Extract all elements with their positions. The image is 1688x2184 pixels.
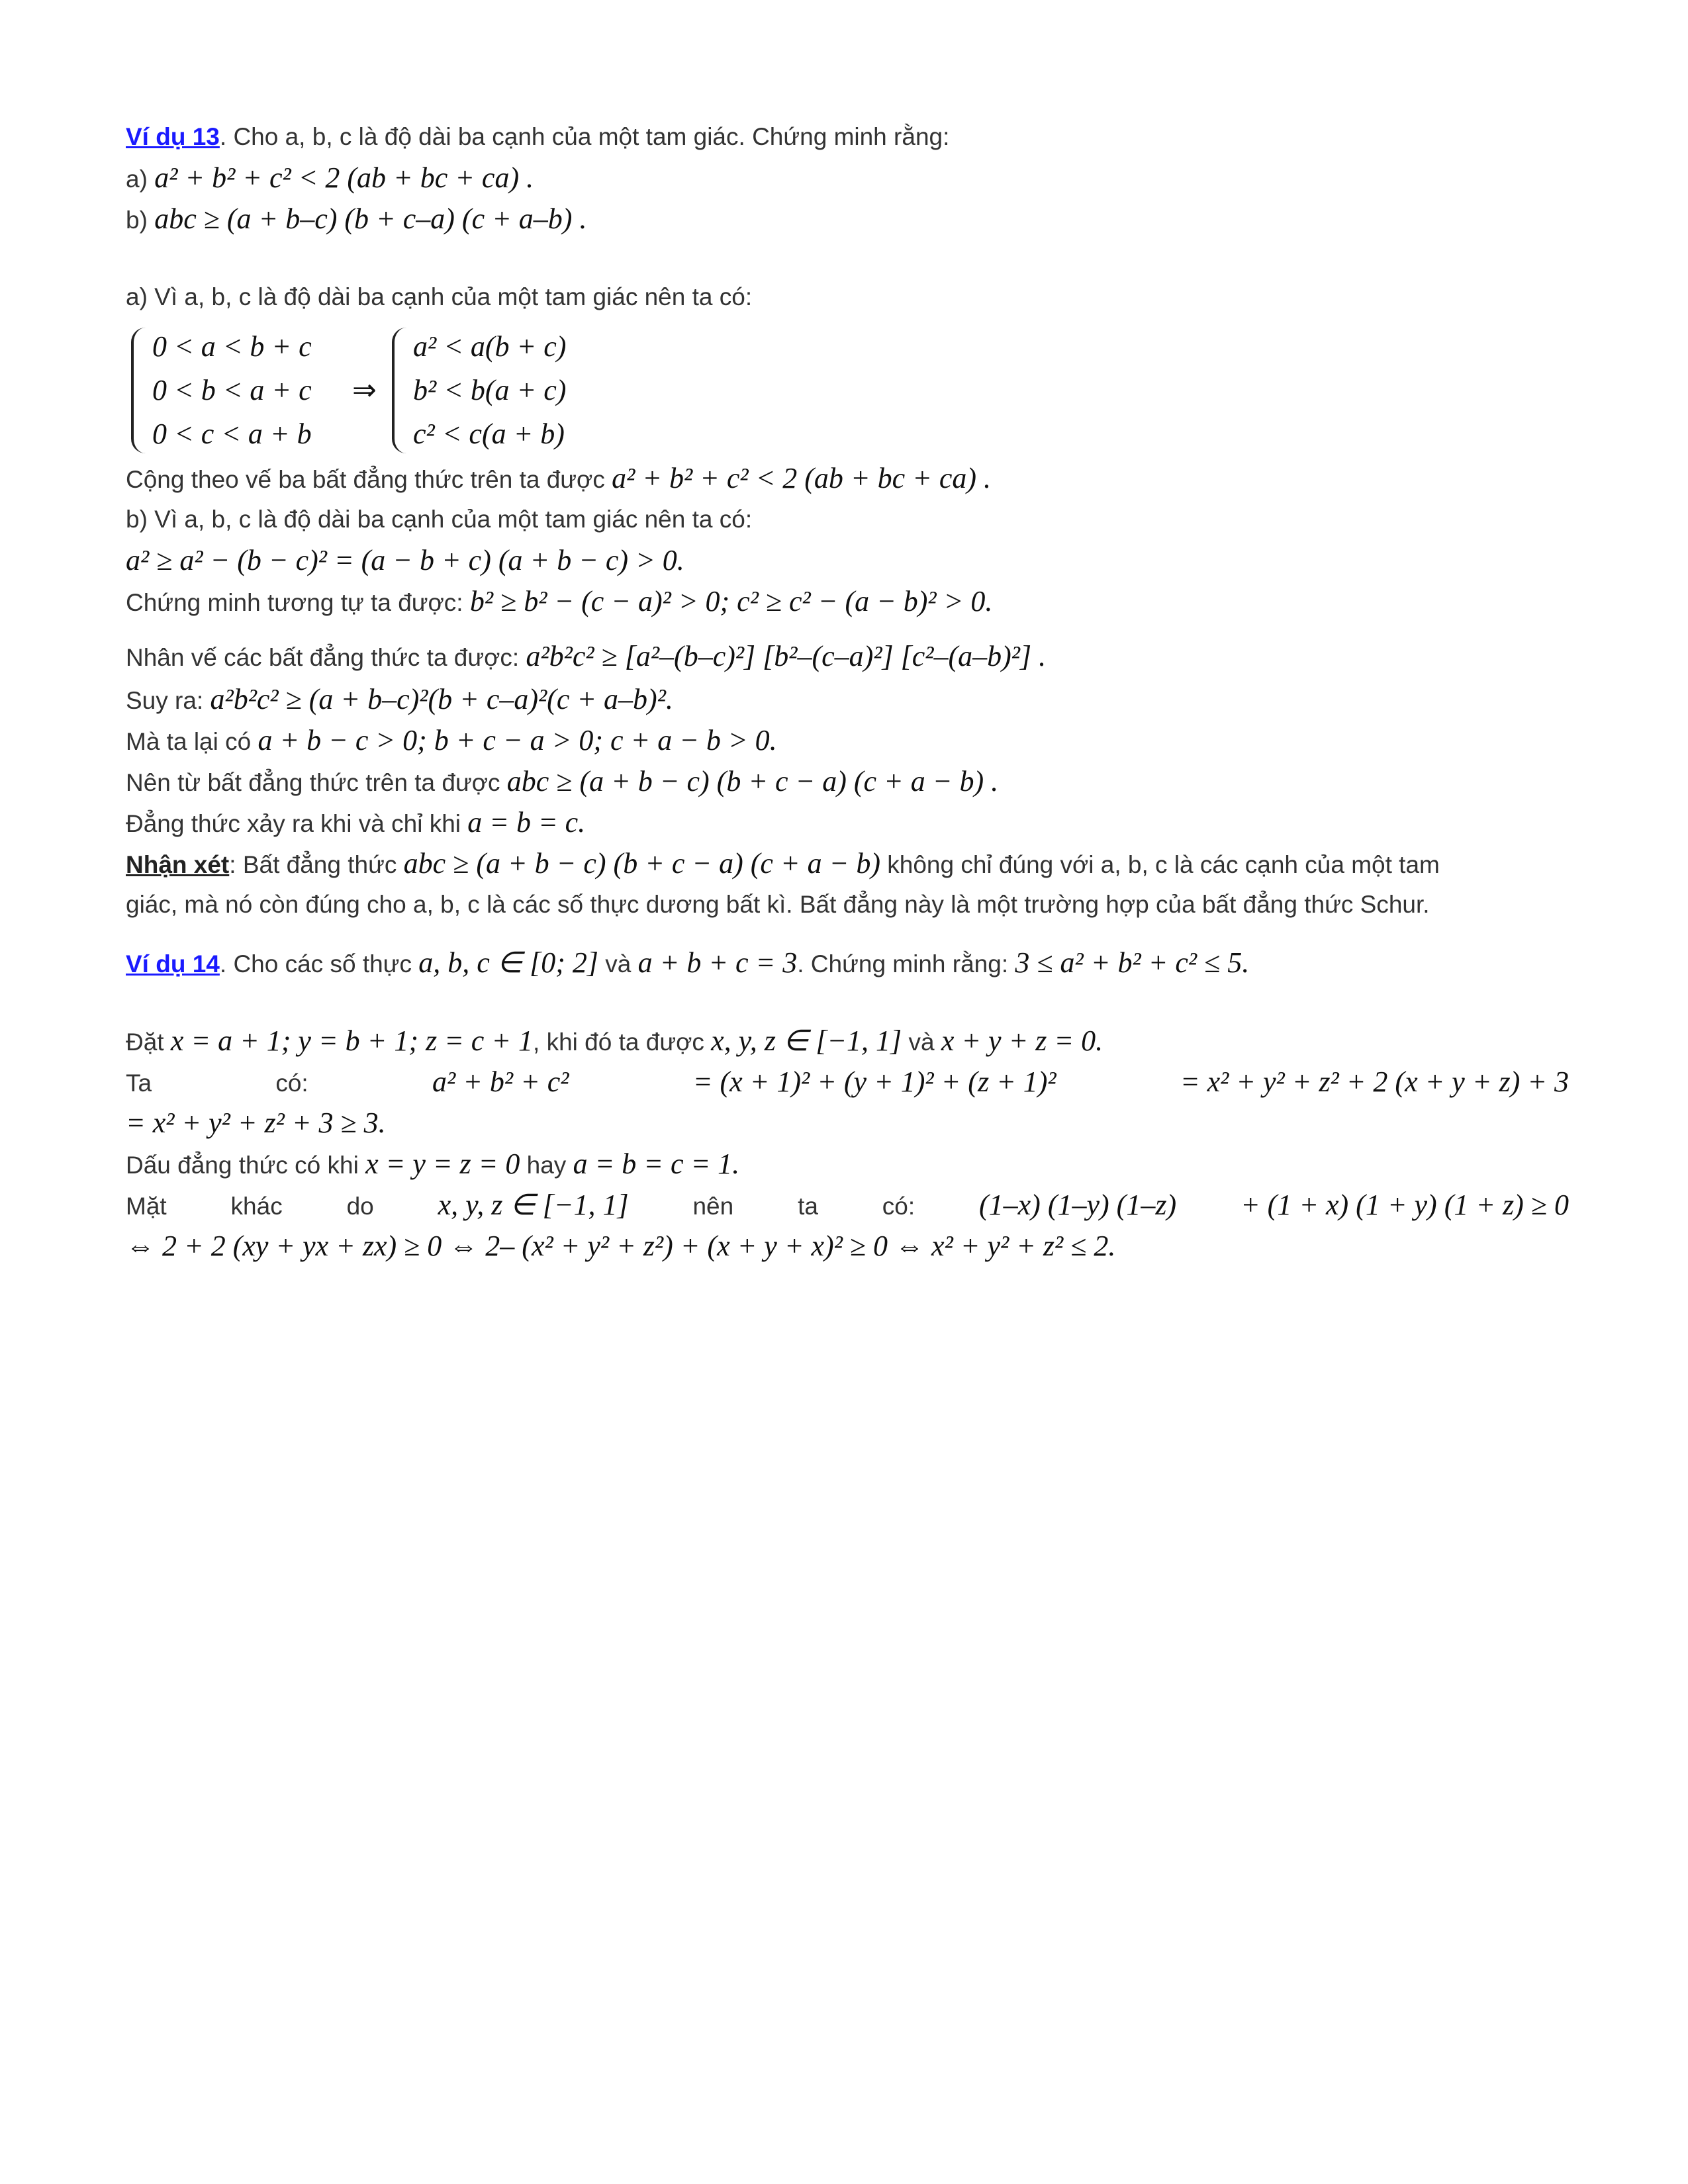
dat-text-3: và <box>902 1028 941 1056</box>
mat-word-2: khác <box>230 1193 283 1220</box>
taco-word-1: Ta <box>126 1069 152 1097</box>
part-b-prefix: b) <box>126 206 155 234</box>
solution-b-formula: a² ≥ a² − (b − c)² = (a − b + c) (a + b − c) > 0. <box>126 544 684 576</box>
part-a-prefix: a) <box>126 165 155 193</box>
example-13-part-a <box>126 163 1569 205</box>
sum-line <box>126 464 1569 505</box>
left-brace <box>131 328 148 453</box>
taco-continuation-formula: = x² + y² + z² + 3 ≥ 3. <box>126 1107 386 1139</box>
equal-formula: a = b = c. <box>467 806 586 839</box>
mataco-formula: a + b − c > 0; b + c − a > 0; c + a − b > 0. <box>258 724 777 756</box>
taco-continuation <box>126 1109 1569 1150</box>
mat-line <box>126 1191 1569 1232</box>
part-a-formula: a² + b² + c² < 2 (ab + bc + ca) . <box>154 161 534 194</box>
suy-text: Suy ra: <box>126 687 211 714</box>
system-left-row: 0 < a < b + c <box>152 330 312 363</box>
sum-formula: a² + b² + c² < 2 (ab + bc + ca) . <box>612 462 992 494</box>
multiply-formula: a²b²c² ≥ [a²–(b–c)²] [b²–(c–a)²] [c²–(a–b)²] . <box>526 640 1047 672</box>
mat-word-5: ta <box>798 1193 818 1220</box>
final-line <box>126 1232 1569 1273</box>
multiply-line <box>126 628 1569 685</box>
mat-word-4: nên <box>692 1193 734 1220</box>
nen-formula: abc ≥ (a + b − c) (b + c − a) (c + a − b) . <box>506 765 999 797</box>
dau-text: Dấu đẳng thức có khi <box>126 1152 366 1179</box>
dat-text-2: , khi đó ta được <box>533 1028 712 1056</box>
taco-formula-3: = x² + y² + z² + 2 (x + y + z) + 3 <box>1180 1066 1569 1098</box>
dau-formula-2: a = b = c = 1. <box>573 1148 740 1180</box>
example-14-heading <box>126 948 1569 989</box>
implies-arrow: ⇒ <box>352 374 377 406</box>
dau-line <box>126 1150 1569 1191</box>
taco-formula-1: a² + b² + c² <box>432 1066 569 1098</box>
taco-formula-2: = (x + 1)² + (y + 1)² + (z + 1)² <box>692 1066 1056 1098</box>
mataco-text: Mà ta lại có <box>126 728 258 755</box>
document-page <box>126 122 1569 1273</box>
similar-text: Chứng minh tương tự ta được: <box>126 589 470 616</box>
nen-line <box>126 767 1569 808</box>
solution-a-intro: a) Vì a, b, c là độ dài ba cạnh của một tam giác nên ta có: <box>126 283 753 310</box>
system-right-row: c² < c(a + b) <box>413 418 565 450</box>
dat-formula: x = a + 1; y = b + 1; z = c + 1 <box>170 1024 534 1057</box>
similar-line <box>126 587 1569 628</box>
dau-text-2: hay <box>520 1152 573 1179</box>
example-13-part-b <box>126 205 1569 246</box>
example-13-heading <box>126 122 1569 163</box>
remark-label: Nhận xét <box>126 851 230 878</box>
mat-formula-1: x, y, z ∈ [−1, 1] <box>438 1189 629 1221</box>
remark-text-2: không chỉ đúng với a, b, c là các cạnh của một tam <box>880 851 1440 878</box>
remark-line-1 <box>126 849 1569 890</box>
suy-formula: a²b²c² ≥ (a + b–c)²(b + c–a)²(c + a–b)². <box>210 683 673 715</box>
system-left-row: 0 < c < a + b <box>152 418 312 450</box>
example-14-text-3: . Chứng minh rằng: <box>797 950 1015 978</box>
inequality-system <box>126 325 1569 464</box>
dau-formula: x = y = z = 0 <box>365 1148 520 1180</box>
system-right-row: a² < a(b + c) <box>413 330 567 363</box>
equal-line <box>126 808 1569 849</box>
system-left-column <box>152 325 312 456</box>
dat-text: Đặt <box>126 1028 171 1056</box>
remark-formula: abc ≥ (a + b − c) (b + c − a) (c + a − b) <box>403 847 880 880</box>
mat-word-3: do <box>346 1193 374 1220</box>
remark-text-1: : Bất đẳng thức <box>229 851 404 878</box>
dat-formula-2: x, y, z ∈ [−1, 1] <box>711 1024 902 1057</box>
mat-formula-2: (1–x) (1–y) (1–z) <box>979 1189 1177 1221</box>
suy-line <box>126 685 1569 726</box>
system-left-row: 0 < b < a + c <box>152 374 312 406</box>
similar-formula: b² ≥ b² − (c − a)² > 0; c² ≥ c² − (a − b)² > 0. <box>469 585 993 617</box>
taco-line <box>126 1068 1569 1109</box>
right-brace <box>392 328 409 453</box>
example-14-text-2: và <box>598 950 638 978</box>
dat-line <box>126 1026 1569 1068</box>
example-14-formula-1: a, b, c ∈ [0; 2] <box>418 946 598 979</box>
mat-word-6: có: <box>882 1193 915 1220</box>
example-13-intro: . Cho a, b, c là độ dài ba cạnh của một tam giác. Chứng minh rằng: <box>219 123 950 150</box>
equal-text: Đẳng thức xảy ra khi và chỉ khi <box>126 810 468 837</box>
dat-formula-3: x + y + z = 0. <box>941 1024 1103 1057</box>
sum-text: Cộng theo vế ba bất đẳng thức trên ta được <box>126 466 612 493</box>
system-right-column <box>413 325 566 456</box>
multiply-text: Nhân vế các bất đẳng thức ta được: <box>126 644 526 671</box>
part-b-formula: abc ≥ (a + b–c) (b + c–a) (c + a–b) . <box>154 203 587 235</box>
solution-b-intro: b) Vì a, b, c là độ dài ba cạnh của một tam giác nên ta có: <box>126 506 753 533</box>
taco-word-2: có: <box>275 1069 308 1097</box>
mataco-line <box>126 726 1569 767</box>
remark-line-2: giác, mà nó còn đúng cho a, b, c là các số thực dương bất kì. Bất đẳng này là một trường hợp của bất đẳng thức Schur. <box>126 891 1430 918</box>
nen-text: Nên từ bất đẳng thức trên ta được <box>126 769 507 796</box>
mat-formula-3: + (1 + x) (1 + y) (1 + z) ≥ 0 <box>1240 1189 1569 1221</box>
mat-word-1: Mặt <box>126 1193 167 1220</box>
example-13-link[interactable]: Ví dụ 13 <box>126 123 220 150</box>
example-14-formula-2: a + b + c = 3 <box>637 946 798 979</box>
final-formula: ⇔ 2 + 2 (xy + yx + zx) ≥ 0 ⇔ 2– (x² + y² + z²) + (x + y + x)² ≥ 0 ⇔ x² + y² + z² ≤ 2. <box>126 1230 1116 1262</box>
example-14-text-1: . Cho các số thực <box>219 950 419 978</box>
example-14-link[interactable]: Ví dụ 14 <box>126 950 220 978</box>
example-14-formula-3: 3 ≤ a² + b² + c² ≤ 5. <box>1015 946 1250 979</box>
solution-b-line1 <box>126 546 1569 587</box>
system-right-row: b² < b(a + c) <box>413 374 567 406</box>
